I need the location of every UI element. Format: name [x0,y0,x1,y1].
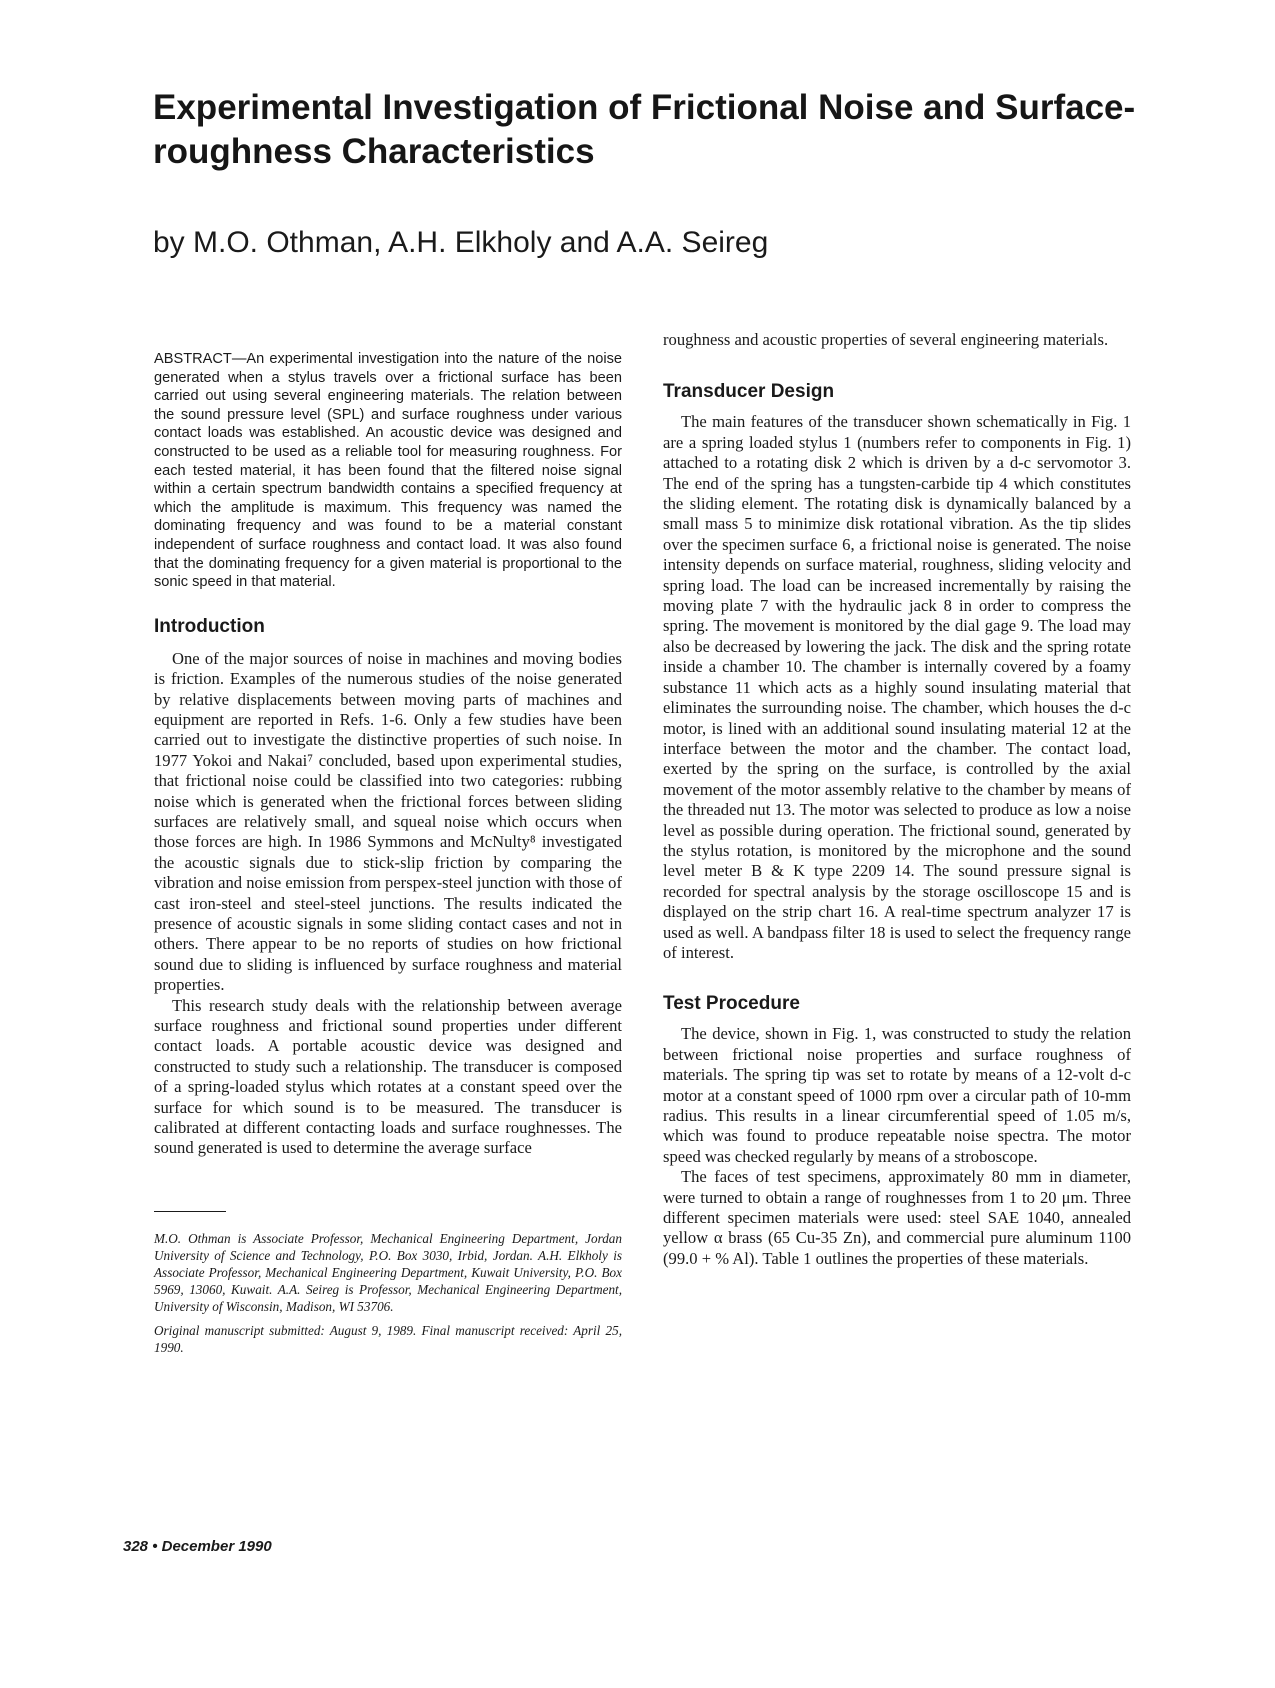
page-footer: 328 • December 1990 [123,1538,272,1555]
test-procedure-heading: Test Procedure [663,993,800,1015]
abstract-continuation-text: roughness and acoustic properties of several engineering materials. [663,330,1109,349]
test-procedure-paragraph: The faces of test specimens, approximately 80 mm in diameter, were turned to obtain a range of roughnesses from 1 to 20 μm. Three different specimen materials were used: steel SAE 1040, annealed yellow α brass (65 Cu-35 Zn), and commercial pure aluminum 1100 (99.0 + % Al). Table 1 outlines the properties of these materials. [663,1167,1131,1268]
manuscript-dates-footnote: Original manuscript submitted: August 9, 1989. Final manuscript received: April 25, 1990. [154,1322,622,1355]
abstract: ABSTRACT—An experimental investigation into the nature of the noise generated when a stylus travels over a frictional surface has been carried out using several engineering materials. The relation between the sound pressure level (SPL) and surface roughness under various contact loads was established. An acoustic device was designed and constructed to be used as a reliable tool for measuring roughness. For each tested material, it has been found that the filtered noise signal within a certain spectrum bandwidth contains a specified frequency at which the amplitude is maximum. This frequency was named the dominating frequency and was found to be a material constant independent of surface roughness and contact load. It was also found that the dominating frequency for a given material is proportional to the sonic speed in that material. [154,351,622,591]
article-title: Experimental Investigation of Frictional Noise and Surface-roughness Characteristics [153,88,1136,171]
introduction-paragraph: One of the major sources of noise in machines and moving bodies is friction. Examples of the numerous studies of the noise generated by relative displacements between moving parts of machines and equipment are reported in Refs. 1-6. Only a few studies have been carried out to investigate the distinctive properties of such noise. In 1977 Yokoi and Nakai⁷ concluded, based upon experimental studies, that frictional noise could be classified into two categories: rubbing noise which is generated when the frictional forces between sliding surfaces are relatively small, and squeal noise which occurs when those forces are high. In 1986 Symmons and McNulty⁸ investigated the acoustic signals due to stick-slip friction by comparing the vibration and noise emission from perspex-steel junction with those of cast iron-steel and steel-steel junctions. The results indicated the presence of acoustic signals in some sliding contact cases and not in others. There appear to be no reports of studies on how frictional sound due to sliding is influenced by surface roughness and material properties. [154,648,622,995]
right-column [663,330,1131,1269]
left-column [154,350,622,1356]
test-procedure-paragraph: The device, shown in Fig. 1, was constructed to study the relation between frictional noise properties and surface roughness of materials. The spring tip was set to rotate by means of a 12-volt d-c motor at a constant speed of 1000 rpm over a circular path of 10-mm radius. This results in a linear circumferential speed of 1.05 m/s, which was found to produce repeatable noise spectra. The motor speed was checked regularly by means of a stroboscope. [663,1024,1131,1166]
author-affiliations-footnote: M.O. Othman is Associate Professor, Mechanical Engineering Department, Jordan University of Science and Technology, P.O. Box 3030, Irbid, Jordan. A.H. Elkholy is Associate Professor, Mechanical Engineering Department, Kuwait University, P.O. Box 5969, 13060, Kuwait. A.A. Seireg is Professor, Mechanical Engineering Department, University of Wisconsin, Madison, WI 53706. [154,1230,622,1314]
introduction-heading: Introduction [154,615,265,637]
introduction-paragraph: This research study deals with the relationship between average surface roughness and frictional sound properties under different contact loads. A portable acoustic device was designed and constructed to study such a relationship. The transducer is composed of a spring-loaded stylus which rotates at a constant speed over the surface for which sound is to be measured. The transducer is calibrated at different contacting loads and surface roughnesses. The sound generated is used to determine the average surface [154,995,622,1158]
transducer-design-paragraph: The main features of the transducer shown schematically in Fig. 1 are a spring loaded stylus 1 (numbers refer to components in Fig. 1) attached to a rotating disk 2 which is driven by a d-c servomotor 3. The end of the spring has a tungsten-carbide tip 4 which constitutes the sliding element. The rotating disk is dynamically balanced by a small mass 5 to minimize disk rotational vibration. As the tip slides over the specimen surface 6, a frictional noise is generated. The noise intensity depends on surface material, roughness, sliding velocity and spring load. The load can be increased incrementally by raising the moving plate 7 with the hydraulic jack 8 in order to compress the spring. The movement is monitored by the dial gage 9. The load may also be decreased by lowering the jack. The disk and the spring rotate inside a chamber 10. The chamber is internally covered by a foamy substance 11 which acts as a highly sound insulating material that eliminates the surrounding noise. The chamber, which houses the d-c motor, is lined with an additional sound insulating material 12 at the interface between the motor and the chamber. The contact load, exerted by the spring on the surface, is controlled by the axial movement of the motor assembly relative to the chamber by means of the threaded nut 13. The motor was selected to produce as low a noise level as possible during operation. The frictional sound, generated by the stylus rotation, is monitored by the microphone and the sound level meter B & K type 2209 14. The sound pressure signal is recorded for spectral analysis by the storage oscilloscope 15 and is displayed on the strip chart 16. A real-time spectrum analyzer 17 is used as well. A bandpass filter 18 is used to select the frequency range of interest. [663,412,1131,962]
author-line: by M.O. Othman, A.H. Elkholy and A.A. Seireg [153,226,769,259]
footnote-rule [154,1211,226,1212]
transducer-design-heading: Transducer Design [663,381,835,403]
